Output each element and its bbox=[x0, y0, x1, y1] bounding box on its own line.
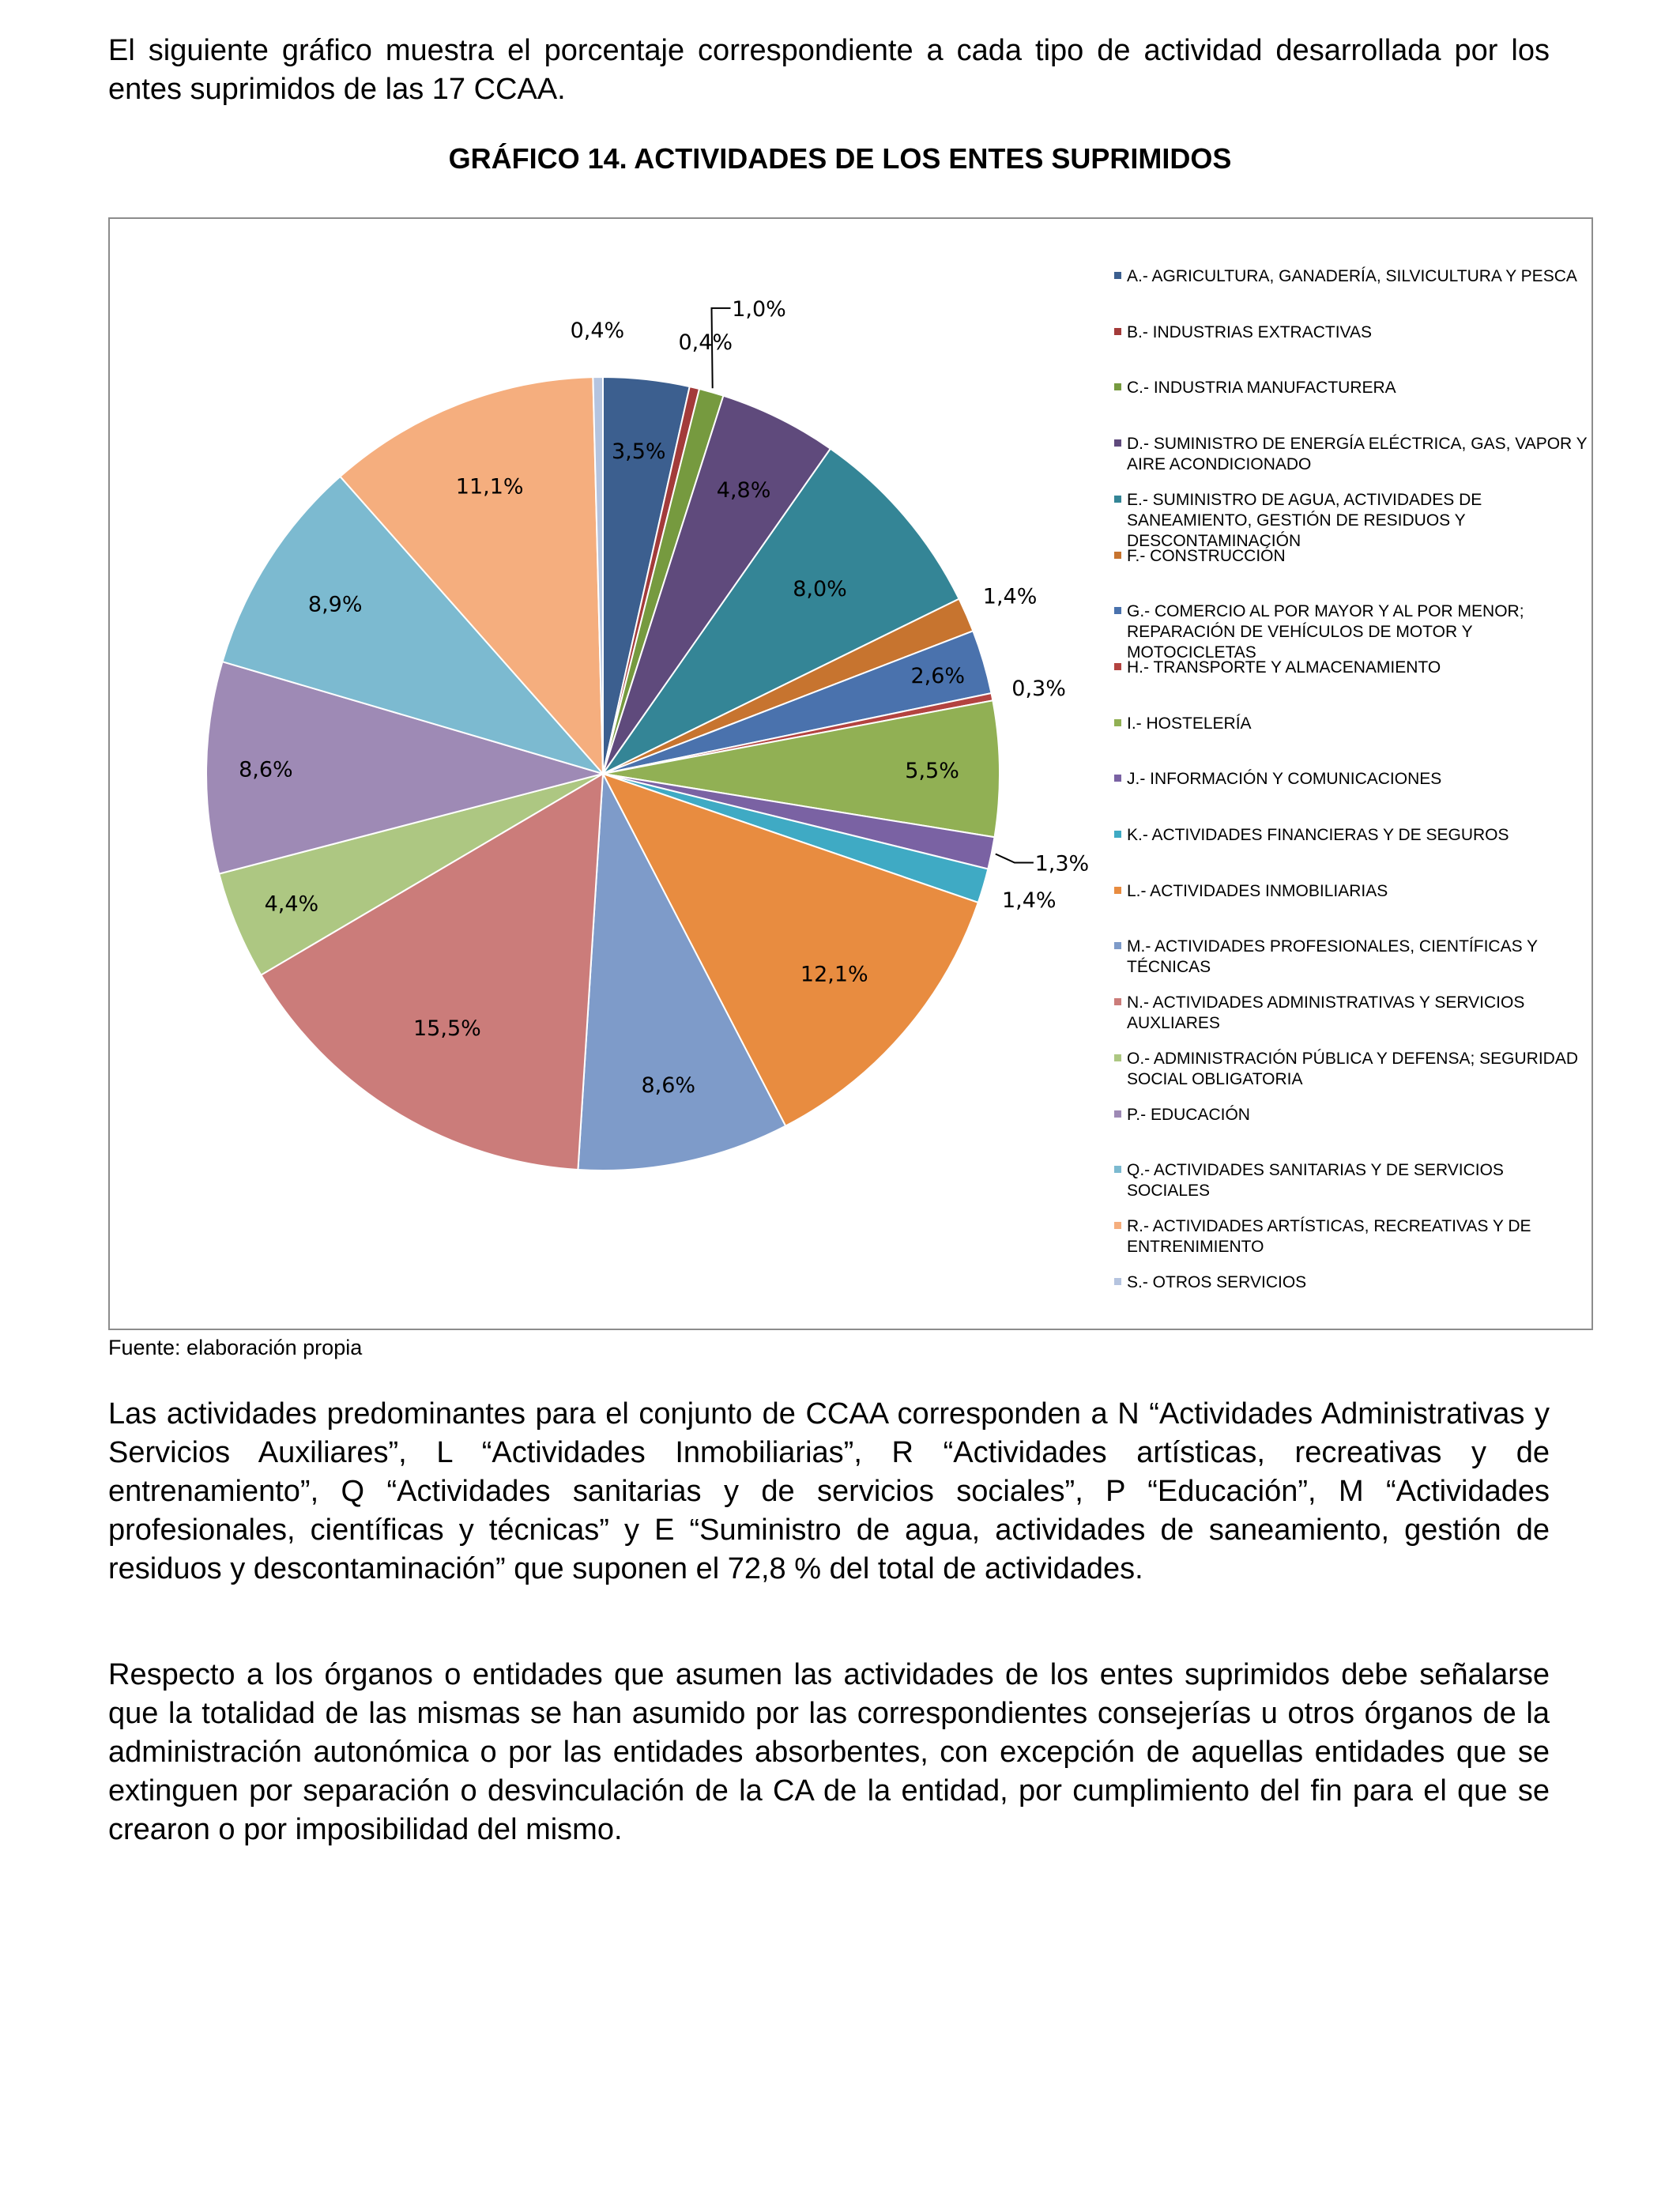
data-label: 12,1% bbox=[800, 962, 868, 987]
legend-swatch bbox=[1114, 998, 1121, 1005]
data-label: 1,4% bbox=[982, 584, 1038, 609]
legend-label: C.- INDUSTRIA MANUFACTURERA bbox=[1127, 379, 1396, 398]
legend-item bbox=[1114, 937, 1588, 978]
legend-item bbox=[1114, 1216, 1588, 1257]
data-label: 15,5% bbox=[413, 1016, 481, 1041]
legend-swatch bbox=[1114, 328, 1121, 335]
legend-item bbox=[1114, 546, 1588, 567]
legend-item bbox=[1114, 1272, 1588, 1293]
legend-label: E.- SUMINISTRO DE AGUA, ACTIVIDADES DE SANEAMIENTO, GESTIÓN DE RESIDUOS Y DESCONTAMINACIÓN bbox=[1127, 490, 1482, 550]
legend-swatch bbox=[1114, 272, 1121, 279]
data-label: 1,3% bbox=[1034, 851, 1090, 876]
legend-swatch bbox=[1114, 1054, 1121, 1061]
legend-swatch bbox=[1114, 1278, 1121, 1285]
legend-label: H.- TRANSPORTE Y ALMACENAMIENTO bbox=[1127, 658, 1441, 677]
legend-label: O.- ADMINISTRACIÓN PÚBLICA Y DEFENSA; SEGURIDAD SOCIAL OBLIGATORIA bbox=[1127, 1049, 1579, 1088]
legend-label: G.- COMERCIO AL POR MAYOR Y AL POR MENOR; REPARACIÓN DE VEHÍCULOS DE MOTOR Y MOTOCICLETAS bbox=[1127, 602, 1524, 662]
legend-label: B.- INDUSTRIAS EXTRACTIVAS bbox=[1127, 322, 1372, 341]
legend-item bbox=[1114, 434, 1588, 475]
legend-item bbox=[1114, 322, 1588, 343]
legend-item bbox=[1114, 1105, 1588, 1125]
legend-swatch bbox=[1114, 775, 1121, 782]
legend-label: A.- AGRICULTURA, GANADERÍA, SILVICULTURA Y PESCA bbox=[1127, 267, 1577, 285]
legend-item bbox=[1114, 490, 1588, 552]
legend-label: L.- ACTIVIDADES INMOBILIARIAS bbox=[1127, 881, 1388, 900]
source-note: Fuente: elaboración propia bbox=[108, 1336, 363, 1359]
legend-label: S.- OTROS SERVICIOS bbox=[1127, 1272, 1307, 1291]
legend-label: K.- ACTIVIDADES FINANCIERAS Y DE SEGUROS bbox=[1127, 826, 1509, 844]
legend-label: I.- HOSTELERÍA bbox=[1127, 714, 1252, 733]
data-label: 2,6% bbox=[910, 664, 966, 689]
data-label: 0,4% bbox=[570, 318, 625, 343]
data-label: 11,1% bbox=[455, 474, 524, 499]
legend-label: J.- INFORMACIÓN Y COMUNICACIONES bbox=[1127, 770, 1442, 789]
legend-swatch bbox=[1114, 607, 1121, 614]
legend-item bbox=[1114, 825, 1588, 846]
legend-label: P.- EDUCACIÓN bbox=[1127, 1105, 1250, 1124]
legend-label: M.- ACTIVIDADES PROFESIONALES, CIENTÍFICAS Y TÉCNICAS bbox=[1127, 937, 1538, 977]
legend-swatch bbox=[1114, 439, 1121, 447]
data-label: 0,4% bbox=[678, 330, 733, 355]
legend-item bbox=[1114, 993, 1588, 1034]
data-label: 1,4% bbox=[1001, 888, 1057, 913]
legend-item bbox=[1114, 266, 1588, 287]
legend-label: R.- ACTIVIDADES ARTÍSTICAS, RECREATIVAS Y DE ENTRENIMIENTO bbox=[1127, 1216, 1531, 1256]
data-label: 5,5% bbox=[905, 758, 959, 783]
legend-swatch bbox=[1114, 831, 1121, 838]
legend-item bbox=[1114, 881, 1588, 902]
data-label: 0,3% bbox=[1011, 677, 1066, 701]
label-leader-line bbox=[996, 854, 1034, 863]
body-paragraph-1: Las actividades predominantes para el conjunto de CCAA corresponden a N “Actividades Administrativas y Servicios Auxiliares”, L “Actividades Inmobiliarias”, R “Actividades artísticas, recreativas y de entrenamiento”, Q “Actividades sanitarias y de servicios sociales”, P “Educación”, M “Actividades profesionales, científicas y técnicas” y E “Suministro de agua, actividades de saneamiento, gestión de residuos y descontaminación” que suponen el 72,8 % del total de actividades. bbox=[108, 1397, 1550, 1585]
legend-swatch bbox=[1114, 1110, 1121, 1118]
legend-swatch bbox=[1114, 552, 1121, 559]
legend-swatch bbox=[1114, 719, 1121, 726]
data-label: 8,6% bbox=[239, 757, 293, 782]
legend-label: F.- CONSTRUCCIÓN bbox=[1127, 546, 1286, 565]
legend-item bbox=[1114, 658, 1588, 678]
body-paragraph-2: Respecto a los órganos o entidades que asumen las actividades de los entes suprimidos debe señalarse que la totalidad de las mismas se han asumido por las correspondientes consejerías u otros órganos de la administración autonómica o por las entidades absorbentes, con excepción de aquellas entidades que se extinguen por separación o desvinculación de la CA de la entidad, por cumplimiento del fin para el que se crearon o por imposibilidad del mismo. bbox=[108, 1658, 1550, 1846]
legend-label: Q.- ACTIVIDADES SANITARIAS Y DE SERVICIOS SOCIALES bbox=[1127, 1161, 1504, 1201]
legend-item bbox=[1114, 601, 1588, 663]
intro-paragraph: El siguiente gráfico muestra el porcentaje correspondiente a cada tipo de actividad desarrollada por los entes suprimidos de las 17 CCAA. bbox=[108, 34, 1550, 106]
legend-item bbox=[1114, 378, 1588, 398]
legend-label: D.- SUMINISTRO DE ENERGÍA ELÉCTRICA, GAS, VAPOR Y AIRE ACONDICIONADO bbox=[1127, 435, 1588, 474]
legend-item bbox=[1114, 1160, 1588, 1201]
data-label: 4,4% bbox=[264, 892, 319, 917]
data-label: 4,8% bbox=[716, 478, 771, 503]
data-label: 1,0% bbox=[732, 296, 786, 322]
legend-item bbox=[1114, 769, 1588, 790]
legend-item bbox=[1114, 714, 1588, 734]
data-label: 8,9% bbox=[307, 592, 363, 617]
legend-swatch bbox=[1114, 383, 1121, 390]
data-label: 3,5% bbox=[611, 439, 666, 464]
chart-title: GRÁFICO 14. ACTIVIDADES DE LOS ENTES SUPRIMIDOS bbox=[448, 142, 1232, 175]
legend-label: N.- ACTIVIDADES ADMINISTRATIVAS Y SERVICIOS AUXLIARES bbox=[1127, 993, 1525, 1033]
legend-item bbox=[1114, 1049, 1588, 1090]
legend-swatch bbox=[1114, 1222, 1121, 1229]
legend-swatch bbox=[1114, 1166, 1121, 1173]
legend-swatch bbox=[1114, 887, 1121, 894]
legend-swatch bbox=[1114, 496, 1121, 503]
data-label: 8,6% bbox=[641, 1073, 696, 1098]
legend-swatch bbox=[1114, 942, 1121, 949]
legend-swatch bbox=[1114, 663, 1121, 670]
data-label: 8,0% bbox=[793, 576, 847, 601]
